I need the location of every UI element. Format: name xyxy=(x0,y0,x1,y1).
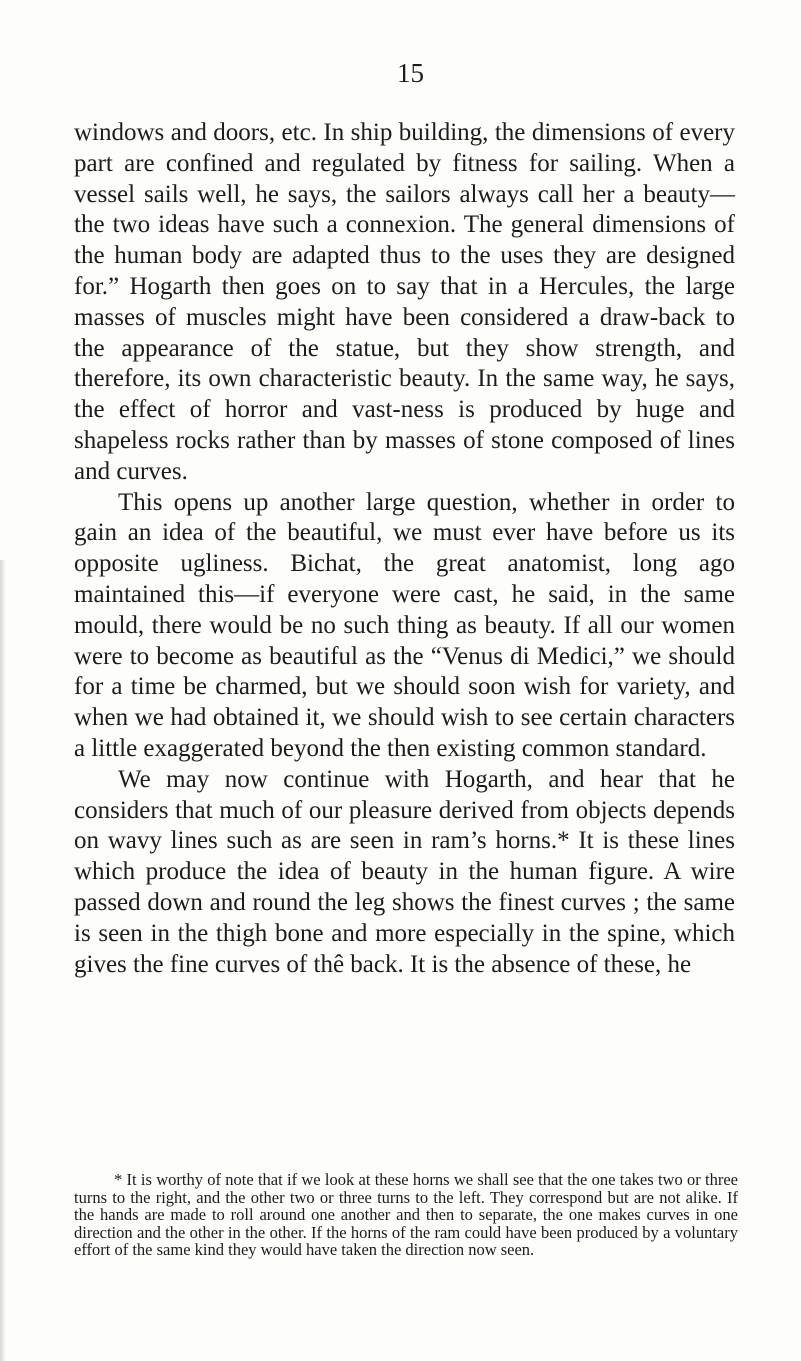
paragraph: windows and doors, etc. In ship building, the dimensions of every part are confined and regulated by fitness for sailing. When a vessel sails well, he says, the sailors always call her a beauty—the two ideas have such a connexion. The general dimensions of the human body are adapted thus to the uses they are designed for.” Hogarth then goes on to say that in a Hercules, the large masses of muscles might have been considered a draw-back to the appearance of the statue, but they show strength, and therefore, its own characteristic beauty. In the same way, he says, the effect of horror and vast-ness is produced by huge and shapeless rocks rather than by masses of stone composed of lines and curves. xyxy=(74,119,735,485)
paragraph: This opens up another large question, whether in order to gain an idea of the beautiful, we must ever have before us its opposite ugliness. Bichat, the great anatomist, long ago maintained this—if everyone were cast, he said, in the same mould, there would be no such thing as beauty. If all our women were to become as beautiful as the “Venus di Medici,” we should for a time be charmed, but we should soon wish for variety, and when we had obtained it, we should wish to see certain characters a little exaggerated beyond the then existing common standard. xyxy=(74,488,735,762)
paragraph: We may now continue with Hogarth, and hear that he considers that much of our pleasure derived from objects depends on wavy lines such as are seen in ram’s horns.* It is these lines which produce the idea of beauty in the human figure. A wire passed down and round the leg shows the finest curves ; the same is seen in the thigh bone and more especially in the spine, which gives the fine curves of thê back. It is the absence of these, he xyxy=(74,765,735,978)
footnote: * It is worthy of note that if we look at these horns we shall see that the one takes two or three turns to the right, and the other two or three turns to the left. They correspond but are not alike. If the hands are made to roll around one another and then to separate, the one makes curves in one direction and the other in the other. If the horns of the ram could have been produced by a voluntary effort of the same kind they would have taken the direction now seen. xyxy=(74,1170,738,1260)
page-number: 15 xyxy=(397,58,424,88)
body-text xyxy=(74,118,735,980)
page-gutter-shadow xyxy=(0,560,6,1361)
